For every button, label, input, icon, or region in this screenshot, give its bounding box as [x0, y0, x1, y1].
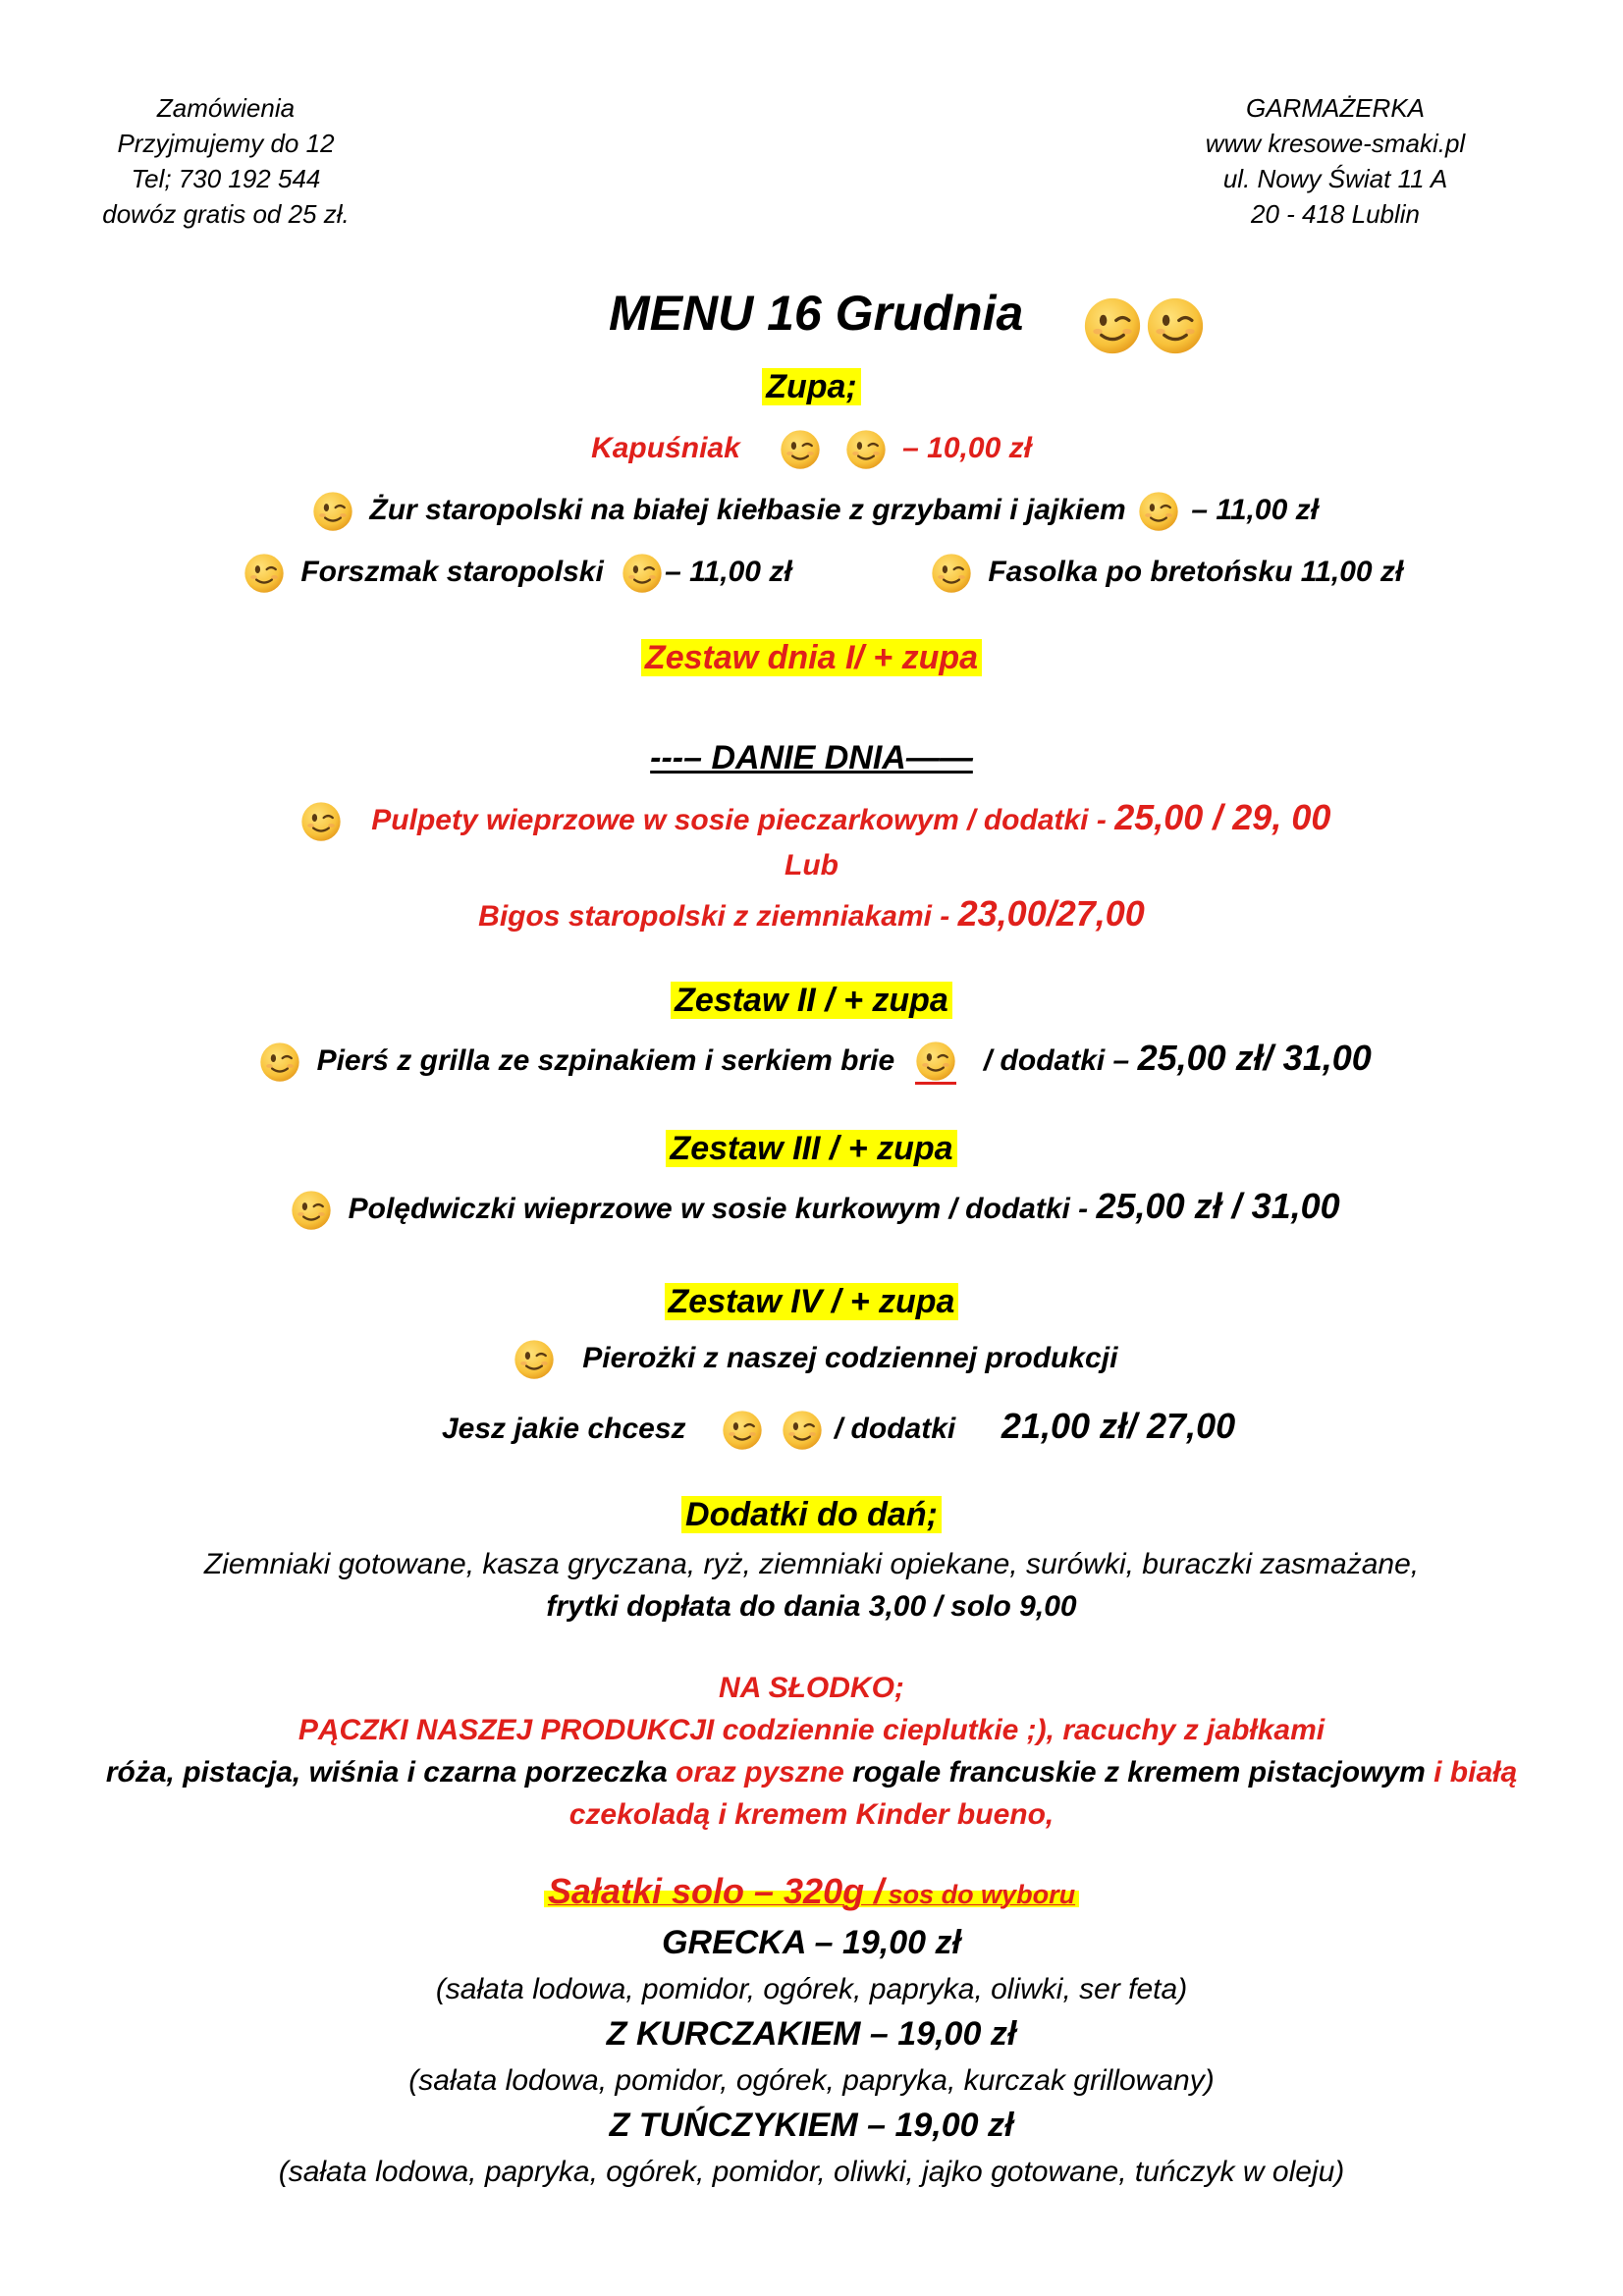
- bigos-price: 23,00/27,00: [957, 893, 1145, 934]
- salads-heading-sauce: sos do wyboru: [888, 1880, 1076, 1909]
- winking-face-icon: [291, 1190, 332, 1231]
- salad-desc: (sałata lodowa, pomidor, ogórek, papryka, oliwki, ser feta): [435, 1973, 1188, 2005]
- set2-price: 25,00 zł/ 31,00: [1137, 1038, 1372, 1078]
- winking-face-icon: [514, 1339, 555, 1380]
- set1-heading-row: [0, 639, 1623, 677]
- winking-face-icon: [931, 553, 972, 594]
- sweet-line2-a: róża, pistacja, wiśnia i czarna porzeczka: [105, 1756, 668, 1789]
- street-address: ul. Nowy Świat 11 A: [1222, 164, 1448, 193]
- sweet-line3: czekoladą i kremem Kinder bueno,: [568, 1798, 1055, 1831]
- set2-dodatki: / dodatki –: [983, 1044, 1130, 1077]
- soup-heading-row: [0, 368, 1623, 406]
- set4-heading: Zestaw IV / + zupa: [665, 1283, 959, 1320]
- winking-face-icon: [1138, 491, 1179, 532]
- set3-heading-row: [0, 1130, 1623, 1168]
- set2-heading: Zestaw II / + zupa: [671, 982, 952, 1019]
- winking-face-icon: [1083, 296, 1142, 355]
- set3-heading: Zestaw III / + zupa: [666, 1130, 956, 1167]
- salad-desc: (sałata lodowa, pomidor, ogórek, papryka, kurczak grillowany): [408, 2064, 1215, 2097]
- order-hours: Przyjmujemy do 12: [117, 129, 335, 158]
- sides-line2: frytki dopłata do dania 3,00 / solo 9,00: [546, 1590, 1077, 1623]
- salads-heading-main: Sałatki solo – 320g /: [547, 1871, 885, 1911]
- set3-item-row: [0, 1186, 1623, 1231]
- zur-price: – 11,00 zł: [1191, 493, 1319, 526]
- salad-name: Z TUŃCZYKIEM – 19,00 zł: [609, 2107, 1014, 2144]
- soup-heading: Zupa;: [762, 368, 861, 405]
- zur-name: Żur staropolski na białej kiełbasie z grzybami i jajkiem: [369, 493, 1126, 526]
- set4-price: 21,00 zł/ 27,00: [1001, 1406, 1236, 1446]
- winking-face-icon: [845, 429, 887, 470]
- winking-face-icon: [915, 1041, 956, 1085]
- sides-line1: Ziemniaki gotowane, kasza gryczana, ryż, ziemniaki opiekane, surówki, buraczki zasmażane,: [203, 1548, 1420, 1580]
- website[interactable]: www kresowe-smaki.pl: [1205, 129, 1466, 158]
- order-label: Zamówienia: [156, 93, 296, 123]
- menu-title-row: [609, 285, 1207, 355]
- sweet-line2-c: rogale francuskie z kremem pistacjowym: [852, 1756, 1426, 1789]
- set2-item: Pierś z grilla ze szpinakiem i serkiem brie: [316, 1044, 895, 1077]
- bigos-row: [0, 893, 1623, 934]
- sides-heading-row: [0, 1496, 1623, 1534]
- pulpety-row: [0, 797, 1623, 842]
- set4-jesz: Jesz jakie chcesz: [442, 1413, 686, 1445]
- zur-row: [0, 491, 1623, 532]
- forszmak-row: [236, 553, 792, 594]
- danie-dnia: ---– DANIE DNIA——: [650, 739, 973, 776]
- pulpety-name: Pulpety wieprzowe w sosie pieczarkowym / dodatki -: [371, 804, 1107, 836]
- sweet-line2-d: i białą: [1434, 1756, 1518, 1789]
- lub-text: Lub: [784, 849, 839, 881]
- set1-heading: Zestaw dnia I/ + zupa: [641, 639, 982, 676]
- set4-dodatki: / dodatki: [834, 1413, 956, 1445]
- winking-face-icon: [780, 429, 821, 470]
- set4-item-row: [0, 1339, 1623, 1380]
- set2-heading-row: [0, 982, 1623, 1020]
- kapusniak-name: Kapuśniak: [591, 431, 740, 464]
- winking-face-icon: [243, 553, 285, 594]
- sides-heading: Dodatki do dań;: [681, 1496, 942, 1533]
- winking-face-icon: [312, 491, 353, 532]
- winking-face-icon: [300, 801, 342, 842]
- company-name: GARMAŻERKA: [1245, 93, 1426, 123]
- delivery-info: dowóz gratis od 25 zł.: [102, 199, 350, 229]
- salads-heading: [544, 1871, 1079, 1911]
- sweet-line2-row: [0, 1756, 1623, 1789]
- set2-item-row: [0, 1038, 1623, 1085]
- fasolka-row: [923, 553, 1403, 594]
- pulpety-price: 25,00 / 29, 00: [1114, 797, 1331, 837]
- city-address: 20 - 418 Lublin: [1250, 199, 1421, 229]
- set4-item: Pierożki z naszej codziennej produkcji: [582, 1341, 1118, 1374]
- forszmak-name: Forszmak staropolski: [300, 555, 604, 588]
- fasolka-name: Fasolka po bretońsku 11,00 zł: [988, 555, 1404, 588]
- sweet-line1: PĄCZKI NASZEJ PRODUKCJI codziennie cieplutkie ;), racuchy z jabłkami: [298, 1714, 1325, 1746]
- company-info: [1168, 90, 1502, 232]
- set3-item: Polędwiczki wieprzowe w sosie kurkowym / dodatki -: [348, 1193, 1089, 1225]
- salad-name: Z KURCZAKIEM – 19,00 zł: [606, 2015, 1017, 2053]
- kapusniak-price: – 10,00 zł: [902, 431, 1032, 464]
- order-info: [98, 90, 353, 232]
- phone-number: Tel; 730 192 544: [131, 164, 321, 193]
- salad-desc: (sałata lodowa, papryka, ogórek, pomidor, oliwki, jajko gotowane, tuńczyk w oleju): [278, 2156, 1345, 2188]
- set4-choice-row: [442, 1406, 1235, 1451]
- page-title: MENU 16 Grudnia: [609, 286, 1024, 341]
- sweet-heading: NA SŁODKO;: [719, 1672, 904, 1704]
- salad-name: GRECKA – 19,00 zł: [662, 1924, 961, 1961]
- salads-heading-row: [0, 1871, 1623, 1912]
- kapusniak-row: [0, 429, 1623, 470]
- winking-face-icon: [259, 1041, 300, 1083]
- set3-price: 25,00 zł / 31,00: [1096, 1186, 1340, 1226]
- bigos-name: Bigos staropolski z ziemniakami -: [478, 900, 950, 933]
- sweet-line2-b: oraz pyszne: [676, 1756, 844, 1789]
- winking-face-icon: [722, 1410, 763, 1451]
- set4-heading-row: [0, 1283, 1623, 1321]
- forszmak-price: – 11,00 zł: [665, 555, 792, 588]
- winking-face-icon: [622, 553, 663, 594]
- winking-face-icon: [782, 1410, 823, 1451]
- winking-face-icon: [1146, 296, 1205, 355]
